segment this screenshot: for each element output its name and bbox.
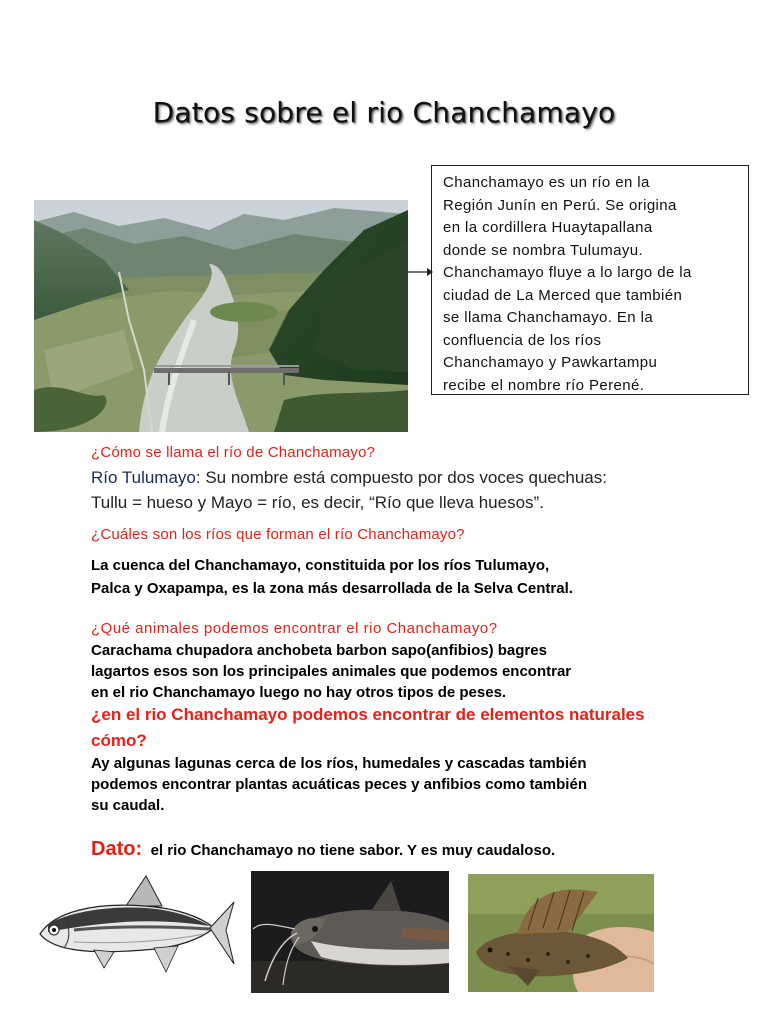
info-line: recibe el nombre río Perené.: [443, 376, 645, 394]
catfish-photo: [251, 871, 449, 993]
info-line: Chanchamayo es un río en la: [443, 174, 650, 191]
dato-text: el rio Chanchamayo no tiene sabor. Y es muy caudaloso.: [150, 842, 556, 859]
info-line: ciudad de La Merced que también: [443, 286, 683, 304]
dato-line: [91, 838, 555, 861]
info-line: Región Junín en Perú. Se origina: [443, 196, 677, 214]
answer-4-line-1: Ay algunas lagunas cerca de los ríos, humedales y cascadas también: [91, 755, 587, 772]
answer-2-line-1: La cuenca del Chanchamayo, constituida por los ríos Tulumayo,: [91, 557, 550, 574]
answer-3-line-2: lagartos esos son los principales animales que podemos encontrar: [91, 663, 572, 680]
info-line: se llama Chanchamayo. En la: [443, 309, 654, 326]
question-1: ¿Cómo se llama el río de Chanchamayo?: [91, 444, 376, 461]
question-4-line-2: cómo?: [91, 731, 147, 750]
answer-1-term: Río Tulumayo: [91, 468, 196, 487]
page-title: Datos sobre el rio Chanchamayo: [152, 96, 616, 129]
answer-4-line-2: podemos encontrar plantas acuáticas peces y anfibios como también: [91, 776, 587, 793]
info-line: confluencia de los ríos: [443, 331, 602, 349]
dato-label: Dato:: [91, 838, 143, 860]
answer-3-line-3: en el rio Chanchamayo luego no hay otros tipos de peses.: [91, 684, 507, 701]
carachama-photo: [468, 874, 654, 992]
answer-1-line-2: Tullu = hueso y Mayo = río, es decir, “Río que lleva huesos”.: [91, 493, 544, 512]
question-3: ¿Qué animales podemos encontrar el rio Chanchamayo?: [91, 620, 498, 637]
answer-1-rest: : Su nombre está compuesto por dos voces quechuas:: [195, 468, 607, 487]
anchobeta-fish-drawing: [34, 872, 236, 992]
info-box: [431, 165, 749, 395]
info-line: Chanchamayo fluye a lo largo de la: [443, 264, 692, 281]
answer-2-line-2: Palca y Oxapampa, es la zona más desarrollada de la Selva Central.: [91, 580, 573, 597]
answer-4-line-3: su caudal.: [91, 797, 165, 814]
info-line: donde se nombra Tulumayu.: [443, 241, 644, 259]
question-4-line-1: ¿en el rio Chanchamayo podemos encontrar de elementos naturales: [91, 705, 645, 724]
river-valley-photo: [34, 200, 408, 432]
answer-3-line-1: Carachama chupadora anchobeta barbon sapo(anfibios) bagres: [91, 642, 547, 659]
answer-1-line-1: [91, 465, 607, 490]
info-line: en la cordillera Huaytapallana: [443, 219, 653, 236]
info-line: Chanchamayo y Pawkartampu: [443, 354, 658, 371]
question-2: ¿Cuáles son los ríos que forman el río Chanchamayo?: [91, 526, 465, 543]
